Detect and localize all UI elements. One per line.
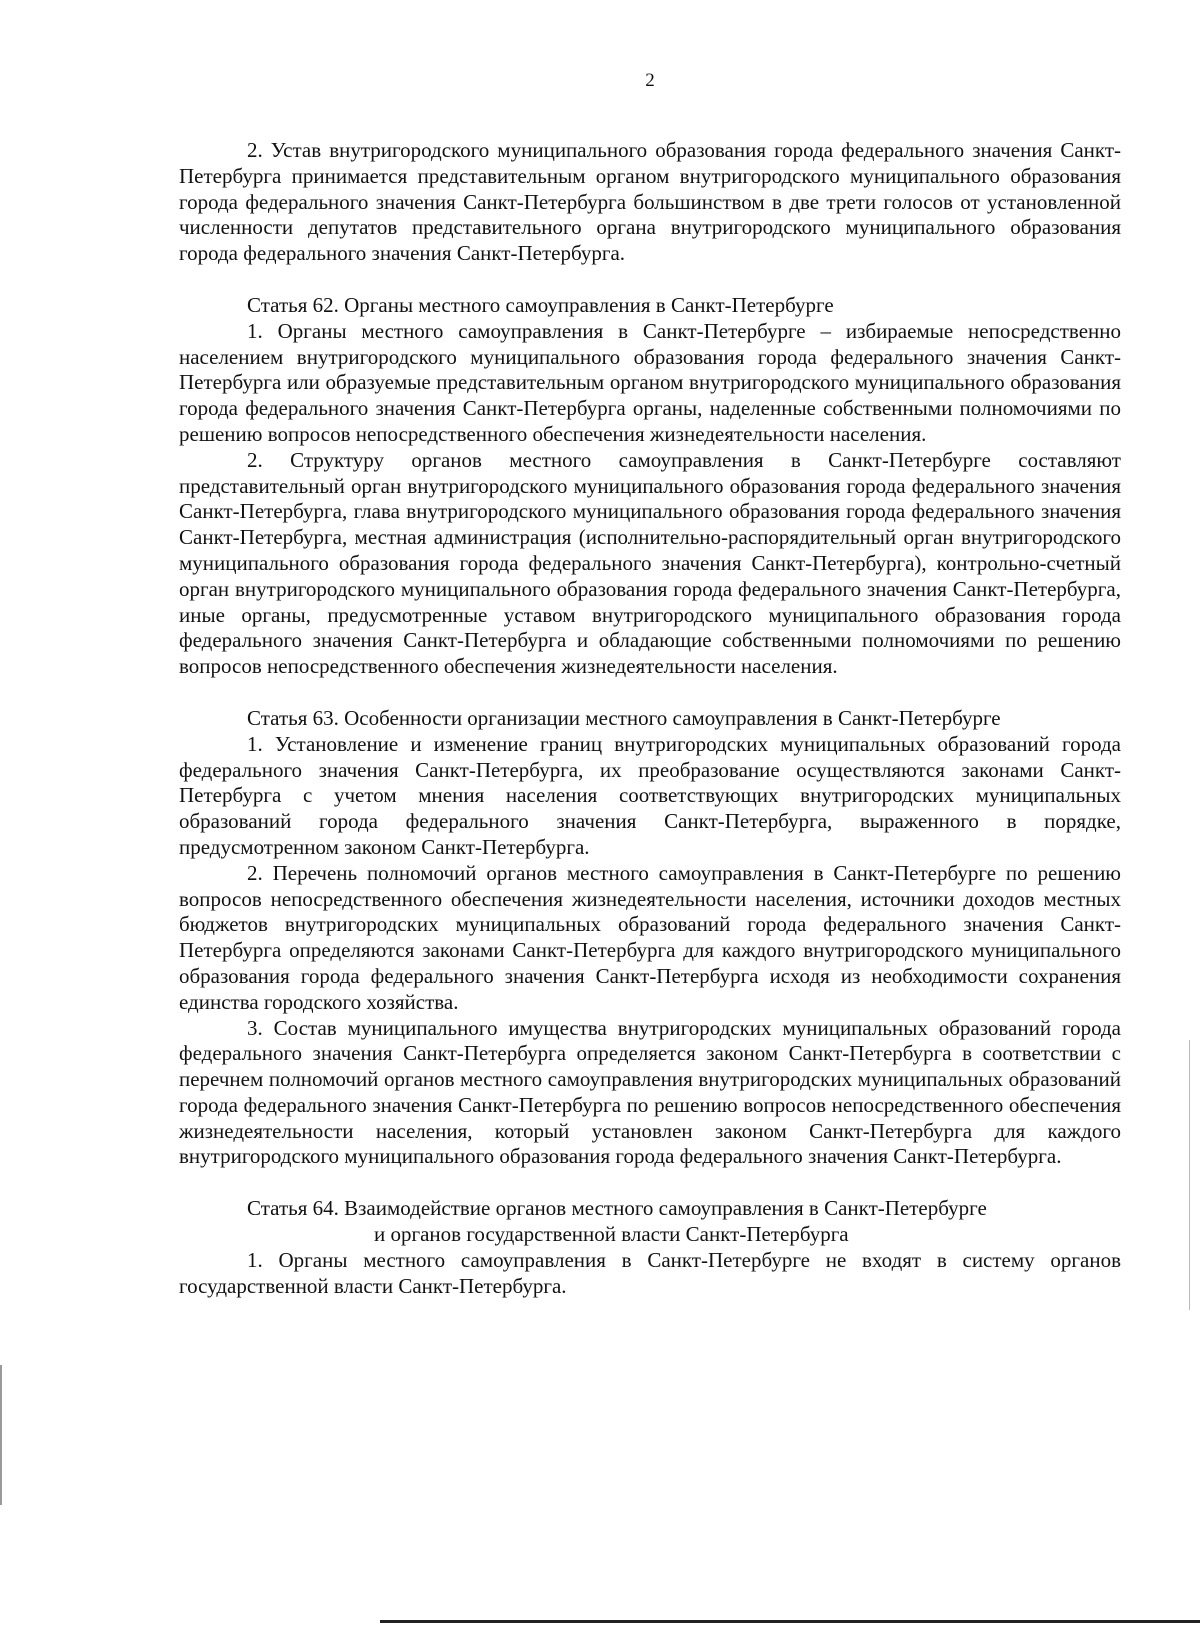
scan-edge-mark-right	[1189, 1040, 1190, 1310]
scan-edge-mark-left	[0, 1365, 2, 1505]
article-63-paragraph-1: 1. Установление и изменение границ внутригородских муниципальных образований города федерального значения Санкт-Петербурга, их преобразование осуществляются законами Санкт-Петербурга с учетом мнения населения соответствующих внутригородских муниципальных образований города федерального значения Санкт-Петербурга, выраженного в порядке, предусмотренном законом Санкт-Петербурга.	[179, 731, 1121, 859]
article-62-heading: Статья 62. Органы местного самоуправления в Санкт-Петербурге	[247, 292, 834, 317]
article-64-heading-line-2: и органов государственной власти Санкт-Петербурга	[374, 1222, 849, 1247]
article-64-paragraph-1: 1. Органы местного самоуправления в Санкт-Петербурге не входят в систему органов государственной власти Санкт-Петербурга.	[179, 1247, 1121, 1298]
article-64	[179, 1196, 1121, 1299]
page-number: 2	[645, 70, 655, 91]
article-63-paragraph-2: 2. Перечень полномочий органов местного самоуправления в Санкт-Петербурге по решению вопросов непосредственного обеспечения жизнедеятельности населения, источники доходов местных бюджетов внутригородских муниципальных образований города федерального значения Санкт-Петербурга определяются законами Санкт-Петербурга для каждого внутригородского муниципального образования города федерального значения Санкт-Петербурга исходя из необходимости сохранения единства городского хозяйства.	[179, 860, 1121, 1014]
scan-edge-line-bottom	[380, 1620, 1200, 1623]
section-gap	[179, 267, 1121, 293]
article-63-heading: Статья 63. Особенности организации местного самоуправления в Санкт-Петербурге	[247, 705, 1001, 730]
document-body	[179, 138, 1121, 1299]
article-64-heading-line-1: Статья 64. Взаимодействие органов местного самоуправления в Санкт-Петербурге	[247, 1196, 987, 1221]
section-gap	[179, 1170, 1121, 1196]
article-64-heading	[179, 1196, 1121, 1248]
article-62-paragraph-1: 1. Органы местного самоуправления в Санкт-Петербурге – избираемые непосредственно населением внутригородского муниципального образования города федерального значения Санкт-Петербурга или образуемые представительным органом внутригородского муниципального образования города федерального значения Санкт-Петербурга органы, наделенные собственными полномочиями по решению вопросов непосредственного обеспечения жизнедеятельности населения.	[179, 318, 1121, 446]
article-63	[179, 706, 1121, 1170]
section-gap	[179, 680, 1121, 706]
article-62-paragraph-2: 2. Структуру органов местного самоуправления в Санкт-Петербурге составляют представительный орган внутригородского муниципального образования города федерального значения Санкт-Петербурга, глава внутригородского муниципального образования города федерального значения Санкт-Петербурга, местная администрация (исполнительно-распорядительный орган внутригородского муниципального образования города федерального значения Санкт-Петербурга), контрольно-счетный орган внутригородского муниципального образования города федерального значения Санкт-Петербурга, иные органы, предусмотренные уставом внутригородского муниципального образования города федерального значения Санкт-Петербурга и обладающие собственными полномочиями по решению вопросов непосредственного обеспечения жизнедеятельности населения.	[179, 447, 1121, 679]
article-61-paragraph-2: 2. Устав внутригородского муниципального образования города федерального значения Санкт-Петербурга принимается представительным органом внутригородского муниципального образования города федерального значения Санкт-Петербурга большинством в две трети голосов от установленной численности депутатов представительного органа внутригородского муниципального образования города федерального значения Санкт-Петербурга.	[179, 138, 1121, 266]
article-62	[179, 293, 1121, 680]
article-63-paragraph-3: 3. Состав муниципального имущества внутригородских муниципальных образований города федерального значения Санкт-Петербурга определяется законом Санкт-Петербурга в соответствии с перечнем полномочий органов местного самоуправления внутригородских муниципальных образований города федерального значения Санкт-Петербурга по решению вопросов непосредственного обеспечения жизнедеятельности населения, который установлен законом Санкт-Петербурга для каждого внутригородского муниципального образования города федерального значения Санкт-Петербурга.	[179, 1015, 1121, 1169]
